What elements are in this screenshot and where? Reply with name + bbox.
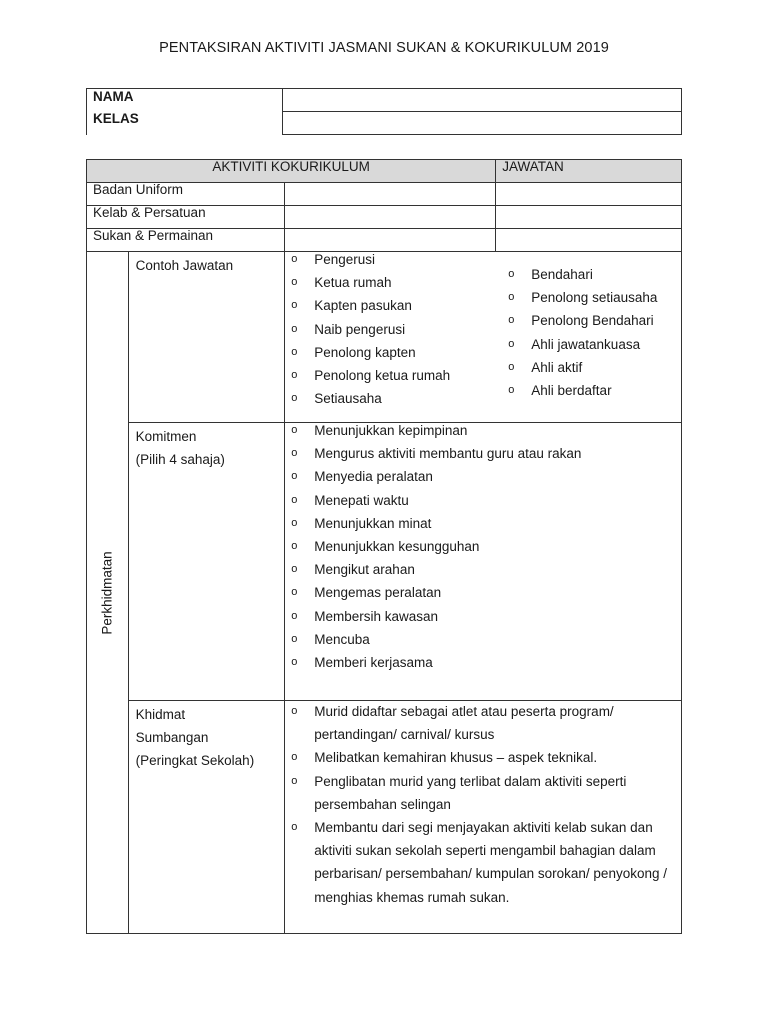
komitmen-row (87, 423, 682, 701)
list-item-text: Ahli jawatankuasa (531, 336, 641, 352)
category-position-field[interactable] (496, 206, 682, 229)
header-activity: AKTIVITI KOKURIKULUM (87, 160, 496, 183)
list-item-text: Memberi kerjasama (314, 655, 433, 671)
list-item (285, 746, 681, 769)
bullet-icon: o (291, 345, 298, 358)
list-item-text: Naib pengerusi (314, 321, 406, 337)
khidmat-note: (Peringkat Sekolah) (135, 753, 255, 768)
bullet-icon: o (291, 632, 298, 645)
bullet-icon: o (291, 540, 298, 553)
category-label: Kelab & Persatuan (87, 206, 285, 229)
list-item (285, 558, 681, 581)
list-item (502, 333, 702, 356)
category-activity-field[interactable] (285, 206, 496, 229)
bullet-icon: o (291, 322, 298, 335)
bullet-icon: o (291, 705, 298, 717)
identity-labels (87, 89, 283, 135)
kelas-field[interactable] (283, 112, 682, 135)
bullet-icon: o (291, 821, 298, 834)
bullet-icon: o (291, 774, 298, 787)
bullet-icon: o (508, 268, 515, 280)
khidmat-list-cell (285, 701, 682, 934)
page-title: PENTAKSIRAN AKTIVITI JASMANI SUKAN & KOKURIKULUM 2019 (159, 40, 609, 56)
khidmat-label-cell (128, 701, 285, 934)
khidmat-label: Khidmat (135, 707, 186, 722)
bullet-icon: o (291, 253, 298, 265)
list-item-text: Ketua rumah (314, 275, 392, 291)
bullet-icon: o (291, 493, 298, 506)
jawatan-list-right (502, 263, 702, 402)
komitmen-list (285, 419, 681, 674)
bullet-icon: o (508, 384, 515, 397)
bullet-icon: o (291, 447, 298, 460)
contoh-jawatan-label: Contoh Jawatan (135, 258, 234, 273)
list-item (285, 816, 681, 909)
list-item-text: Mengurus aktiviti membantu guru atau rakan (314, 446, 582, 462)
bullet-icon: o (291, 299, 298, 312)
list-item-text: Murid didaftar sebagai atlet atau peserta program/ pertandingan/ carnival/ kursus (314, 704, 614, 743)
list-item (502, 356, 702, 379)
bullet-icon: o (291, 586, 298, 599)
list-item-text: Menunjukkan minat (314, 515, 432, 531)
list-item-text: Penglibatan murid yang terlibat dalam aktiviti seperti persembahan selingan (314, 773, 627, 812)
list-item-text: Ahli berdaftar (531, 383, 612, 399)
list-item-text: Melibatkan kemahiran khusus – aspek teknikal. (314, 750, 598, 766)
side-label: Perkhidmatan (99, 550, 115, 635)
category-position-field[interactable] (496, 183, 682, 206)
list-item-text: Bendahari (531, 267, 593, 282)
identity-table (86, 88, 682, 135)
list-item (285, 628, 681, 651)
khidmat-label-2: Sumbangan (135, 730, 209, 745)
header-position: JAWATAN (496, 160, 682, 183)
contoh-jawatan-row (87, 252, 682, 423)
list-item (285, 770, 681, 816)
list-item (285, 605, 681, 628)
bullet-icon: o (291, 424, 298, 436)
bullet-icon: o (508, 337, 515, 350)
khidmat-list (285, 700, 681, 909)
list-item (285, 651, 681, 674)
list-item-text: Ahli aktif (531, 359, 583, 375)
bullet-icon: o (291, 656, 298, 669)
bullet-icon: o (508, 360, 515, 373)
list-item (502, 263, 702, 286)
nama-field[interactable] (283, 89, 682, 112)
table-header-row (87, 160, 682, 183)
komitmen-list-cell (285, 423, 682, 701)
list-item (285, 248, 495, 271)
category-label: Badan Uniform (87, 183, 285, 206)
bullet-icon: o (291, 470, 298, 483)
bullet-icon: o (291, 751, 298, 764)
list-item (285, 465, 681, 488)
list-item (285, 489, 681, 512)
category-position-field[interactable] (496, 229, 682, 252)
bullet-icon: o (508, 314, 515, 327)
nama-label: NAMA (93, 89, 134, 104)
category-label: Sukan & Permainan (87, 229, 285, 252)
list-item (285, 387, 495, 410)
bullet-icon: o (291, 369, 298, 382)
list-item-text: Menunjukkan kesungguhan (314, 539, 480, 555)
list-item-text: Penolong ketua rumah (314, 368, 451, 384)
category-row (87, 206, 682, 229)
list-item (285, 442, 681, 465)
list-item (285, 341, 495, 364)
list-item-text: Penolong Bendahari (531, 313, 654, 329)
bullet-icon: o (291, 276, 298, 289)
bullet-icon: o (508, 291, 515, 304)
komitmen-label: Komitmen (135, 429, 197, 444)
contoh-jawatan-label-cell (128, 252, 285, 423)
list-item (285, 512, 681, 535)
list-item-text: Mengikut arahan (314, 562, 415, 578)
list-item (502, 286, 702, 309)
list-item (285, 581, 681, 604)
list-item-text: Membersih kawasan (314, 608, 439, 624)
list-item-text: Membantu dari segi menjayakan aktiviti kelab sukan dan aktiviti sukan sekolah seperti mengambil bahagian dalam perbarisan/ persembahan/ kumpulan sorokan/ penyokong / menghias khemas rumah sukan. (314, 820, 667, 905)
kelas-label: KELAS (93, 111, 139, 126)
list-item (285, 364, 495, 387)
list-item-text: Setiausaha (314, 391, 382, 407)
category-activity-field[interactable] (285, 183, 496, 206)
contoh-jawatan-list-cell (285, 252, 682, 423)
jawatan-list-left (285, 248, 495, 410)
list-item-text: Menyedia peralatan (314, 469, 433, 485)
list-item (285, 294, 495, 317)
list-item-text: Penolong kapten (314, 344, 416, 360)
bullet-icon: o (291, 392, 298, 405)
list-item-text: Mencuba (314, 631, 370, 647)
list-item-text: Menunjukkan kepimpinan (314, 423, 468, 438)
list-item-text: Penolong setiausaha (531, 290, 658, 306)
list-item (285, 535, 681, 558)
bullet-icon: o (291, 609, 298, 622)
category-row (87, 183, 682, 206)
list-item (502, 379, 702, 402)
list-item-text: Kapten pasukan (314, 298, 412, 314)
list-item (502, 309, 702, 332)
list-item (285, 419, 681, 442)
list-item-text: Mengemas peralatan (314, 585, 442, 601)
side-label-cell (87, 252, 129, 934)
bullet-icon: o (291, 563, 298, 576)
list-item-text: Pengerusi (314, 252, 376, 267)
list-item (285, 271, 495, 294)
khidmat-row (87, 701, 682, 934)
list-item (285, 700, 681, 746)
bullet-icon: o (291, 516, 298, 529)
komitmen-label-cell (128, 423, 285, 701)
komitmen-note: (Pilih 4 sahaja) (135, 452, 225, 467)
list-item (285, 318, 495, 341)
cocurricular-table (86, 159, 682, 934)
list-item-text: Menepati waktu (314, 492, 409, 508)
